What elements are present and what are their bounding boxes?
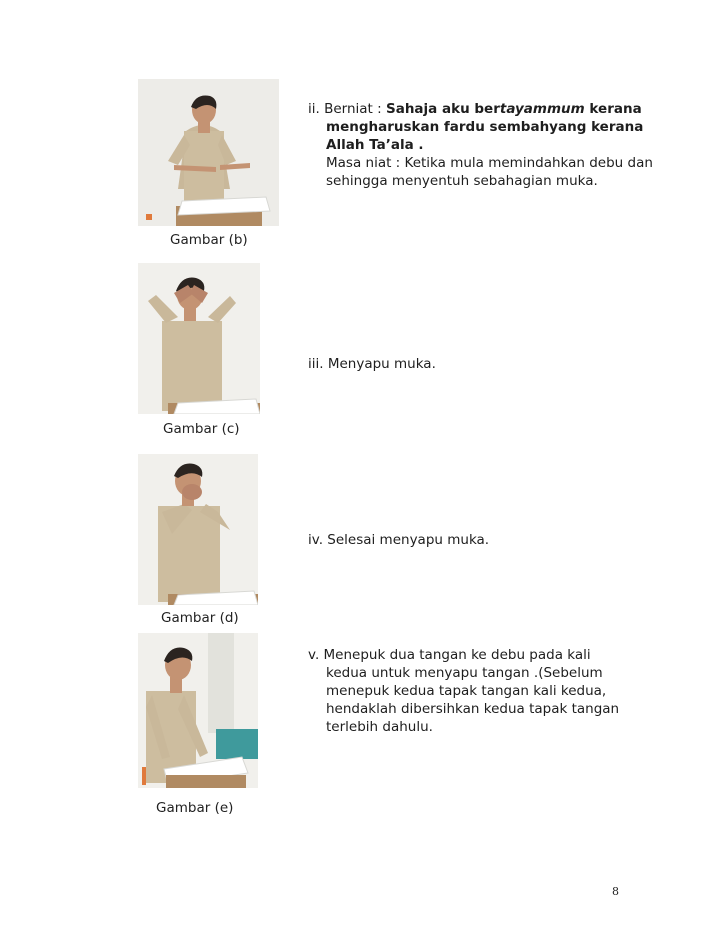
step-v-line: terlebih dahulu. — [326, 719, 433, 735]
step-iv — [308, 531, 489, 549]
intention-text: Sahaja aku ber — [385, 101, 500, 117]
person-clapping-dust-illustration — [138, 633, 258, 788]
step-ii-line-1 — [308, 100, 653, 118]
step-v-line: menepuk kedua tapak tangan kali kedua, — [326, 683, 607, 699]
step-ii-line-4: Masa niat : Ketika mula memindahkan debu dan — [326, 155, 653, 171]
step-v-line: v. Menepuk dua tangan ke debu pada kali — [308, 647, 591, 663]
person-intending-illustration — [138, 79, 279, 226]
intention-italic-text: tayammum — [499, 101, 585, 117]
step-ii-line-5: sehingga menyentuh sebahagian muka. — [326, 173, 598, 189]
figure-caption: Gambar (b) — [170, 232, 248, 248]
photo-gambar-e — [138, 633, 258, 788]
person-wiping-face-illustration — [138, 263, 260, 414]
person-finished-wiping-illustration — [138, 454, 258, 605]
intention-text: kerana — [584, 101, 642, 117]
step-number: ii. — [308, 101, 320, 117]
intention-text: mengharuskan fardu sembahyang kerana — [326, 119, 644, 135]
step-ii — [308, 100, 653, 190]
step-iv-text: iv. Selesai menyapu muka. — [308, 532, 490, 548]
page-number: 8 — [612, 885, 619, 898]
step-label: Berniat : — [324, 101, 382, 117]
figure-caption: Gambar (e) — [156, 800, 234, 816]
step-ii-line-3 — [308, 136, 653, 154]
photo-gambar-b — [138, 79, 279, 226]
step-iii-text: iii. Menyapu muka. — [308, 356, 436, 372]
step-v-line: kedua untuk menyapu tangan .(Sebelum — [326, 665, 603, 681]
step-v-line: hendaklah dibersihkan kedua tapak tangan — [326, 701, 620, 717]
intention-text: Allah Ta’ala . — [326, 137, 424, 153]
step-v — [308, 646, 619, 736]
step-ii-line-2 — [308, 118, 653, 136]
figure-caption: Gambar (c) — [163, 421, 240, 437]
step-iii — [308, 355, 436, 373]
photo-gambar-d — [138, 454, 258, 605]
photo-gambar-c — [138, 263, 260, 414]
figure-caption: Gambar (d) — [161, 610, 239, 626]
